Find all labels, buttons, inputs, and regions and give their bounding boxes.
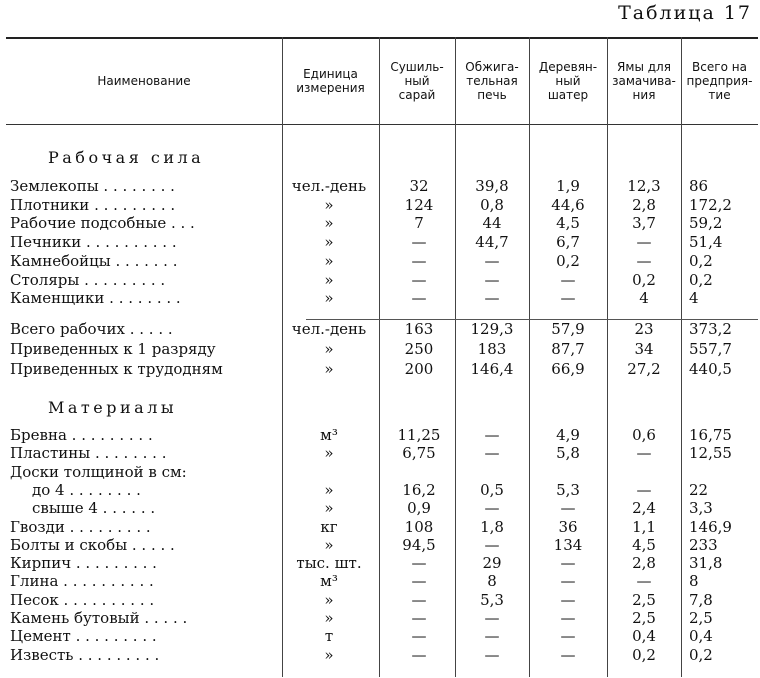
value-soaking-pits: 2,5 bbox=[632, 609, 656, 627]
row-unit: » bbox=[324, 590, 334, 609]
value-soaking-pits: 0,2 bbox=[632, 270, 656, 289]
value-soaking-pits: 2,8 bbox=[632, 554, 656, 573]
value-soaking-pits: — bbox=[636, 251, 652, 270]
value-enterprise-total: 22 bbox=[689, 480, 709, 499]
value-drying-shed: — bbox=[411, 554, 427, 573]
row-name: до 4 . . . . . . . . bbox=[32, 480, 141, 499]
row-name: Приведенных к трудодням bbox=[10, 360, 223, 378]
row-name: Печники . . . . . . . . . . bbox=[10, 233, 177, 252]
value-wooden-tent: 36 bbox=[558, 517, 578, 536]
value-soaking-pits: 2,4 bbox=[632, 499, 656, 518]
value-soaking-pits: 2,8 bbox=[632, 195, 656, 214]
value-kiln: 146,4 bbox=[470, 360, 514, 378]
row-name: Кирпич . . . . . . . . . bbox=[10, 554, 157, 573]
table-row bbox=[6, 463, 758, 482]
row-unit: кг bbox=[320, 517, 338, 536]
table-row bbox=[6, 609, 758, 628]
table-row bbox=[6, 340, 758, 359]
value-soaking-pits: 12,3 bbox=[627, 177, 661, 195]
table-row bbox=[6, 214, 758, 233]
row-name: Известь . . . . . . . . . bbox=[10, 645, 160, 664]
value-enterprise-total: 373,2 bbox=[689, 320, 732, 338]
value-wooden-tent: 5,8 bbox=[556, 444, 580, 463]
header-unit: Единица измерения bbox=[296, 66, 365, 95]
value-kiln: 1,8 bbox=[480, 517, 504, 536]
value-kiln: — bbox=[484, 270, 500, 289]
value-enterprise-total: 3,3 bbox=[689, 499, 713, 518]
row-name: Бревна . . . . . . . . . bbox=[10, 426, 153, 444]
row-unit: м³ bbox=[320, 426, 338, 444]
row-unit: » bbox=[324, 360, 334, 378]
value-enterprise-total: 172,2 bbox=[689, 195, 732, 214]
value-soaking-pits: 23 bbox=[634, 320, 654, 338]
value-kiln: — bbox=[484, 499, 500, 518]
table-row bbox=[6, 591, 758, 610]
value-drying-shed: — bbox=[411, 572, 427, 591]
value-kiln: 44,7 bbox=[475, 233, 509, 252]
section-title-labor: Рабочая сила bbox=[48, 148, 205, 167]
value-kiln: 0,5 bbox=[480, 480, 504, 499]
table-row bbox=[6, 271, 758, 290]
value-kiln: — bbox=[484, 289, 500, 308]
value-kiln: 129,3 bbox=[470, 320, 514, 338]
value-soaking-pits: 0,6 bbox=[632, 426, 656, 444]
value-soaking-pits: 3,7 bbox=[632, 214, 656, 233]
section-title-materials: Материалы bbox=[48, 398, 178, 417]
header-name: Наименование bbox=[97, 73, 191, 88]
row-name: Столяры . . . . . . . . . bbox=[10, 270, 166, 289]
value-drying-shed: 16,2 bbox=[402, 480, 436, 499]
row-unit: тыс. шт. bbox=[296, 554, 362, 573]
value-enterprise-total: 12,55 bbox=[689, 444, 732, 463]
value-drying-shed: 200 bbox=[404, 360, 434, 378]
value-drying-shed: 7 bbox=[414, 214, 424, 233]
row-name: Камнебойцы . . . . . . . bbox=[10, 251, 178, 270]
row-unit: » bbox=[324, 214, 334, 233]
value-soaking-pits: 4,5 bbox=[632, 535, 656, 554]
table-row bbox=[6, 554, 758, 573]
value-wooden-tent: 44,6 bbox=[551, 195, 585, 214]
table-row bbox=[6, 320, 758, 339]
row-unit: м³ bbox=[320, 572, 338, 591]
row-name: свыше 4 . . . . . . bbox=[32, 499, 156, 518]
value-wooden-tent: 4,5 bbox=[556, 214, 580, 233]
value-drying-shed: — bbox=[411, 645, 427, 664]
value-drying-shed: 11,25 bbox=[397, 426, 441, 444]
row-name: Каменщики . . . . . . . . bbox=[10, 289, 181, 308]
value-kiln: — bbox=[484, 645, 500, 664]
table-row bbox=[6, 499, 758, 518]
value-kiln: — bbox=[484, 609, 500, 627]
value-soaking-pits: 0,2 bbox=[632, 645, 656, 664]
value-wooden-tent: — bbox=[560, 609, 576, 627]
value-soaking-pits: 27,2 bbox=[627, 360, 661, 378]
table-row bbox=[6, 196, 758, 215]
value-enterprise-total: 2,5 bbox=[689, 609, 713, 627]
value-kiln: 44 bbox=[482, 214, 502, 233]
value-drying-shed: 6,75 bbox=[402, 444, 436, 463]
value-enterprise-total: 31,8 bbox=[689, 554, 723, 573]
row-name: Цемент . . . . . . . . . bbox=[10, 627, 157, 646]
row-name: Плотники . . . . . . . . . bbox=[10, 195, 176, 214]
table-row bbox=[6, 426, 758, 445]
value-wooden-tent: — bbox=[560, 289, 576, 308]
row-name: Песок . . . . . . . . . . bbox=[10, 590, 155, 609]
value-wooden-tent: 0,2 bbox=[556, 251, 580, 270]
value-enterprise-total: 0,2 bbox=[689, 270, 713, 289]
value-enterprise-total: 0,2 bbox=[689, 251, 713, 270]
value-drying-shed: — bbox=[411, 627, 427, 646]
value-enterprise-total: 16,75 bbox=[689, 426, 732, 444]
table-row bbox=[6, 177, 758, 196]
table-row bbox=[6, 518, 758, 537]
row-name: Приведенных к 1 разряду bbox=[10, 340, 216, 358]
value-wooden-tent: — bbox=[560, 627, 576, 646]
row-name: Рабочие подсобные . . . bbox=[10, 214, 195, 233]
value-kiln: — bbox=[484, 444, 500, 463]
row-name: Камень бутовый . . . . . bbox=[10, 609, 188, 627]
value-soaking-pits: — bbox=[636, 233, 652, 252]
value-kiln: — bbox=[484, 535, 500, 554]
value-drying-shed: — bbox=[411, 289, 427, 308]
value-soaking-pits: — bbox=[636, 480, 652, 499]
table-row bbox=[6, 572, 758, 591]
value-drying-shed: — bbox=[411, 590, 427, 609]
table-row bbox=[6, 360, 758, 379]
value-wooden-tent: — bbox=[560, 572, 576, 591]
value-kiln: — bbox=[484, 251, 500, 270]
value-wooden-tent: — bbox=[560, 499, 576, 518]
value-wooden-tent: 4,9 bbox=[556, 426, 580, 444]
value-wooden-tent: — bbox=[560, 270, 576, 289]
value-kiln: 8 bbox=[487, 572, 497, 591]
row-unit: » bbox=[324, 535, 334, 554]
row-unit: » bbox=[324, 499, 334, 518]
value-wooden-tent: — bbox=[560, 590, 576, 609]
value-enterprise-total: 4 bbox=[689, 289, 699, 308]
value-soaking-pits: — bbox=[636, 444, 652, 463]
table-row bbox=[6, 233, 758, 252]
value-drying-shed: — bbox=[411, 233, 427, 252]
value-kiln: 0,8 bbox=[480, 195, 504, 214]
row-unit: » bbox=[324, 251, 334, 270]
value-enterprise-total: 233 bbox=[689, 535, 718, 554]
row-name: Болты и скобы . . . . . bbox=[10, 535, 175, 554]
row-unit: » bbox=[324, 645, 334, 664]
value-enterprise-total: 0,2 bbox=[689, 645, 713, 664]
value-enterprise-total: 146,9 bbox=[689, 517, 732, 536]
value-soaking-pits: — bbox=[636, 572, 652, 591]
value-wooden-tent: — bbox=[560, 554, 576, 573]
value-wooden-tent: 5,3 bbox=[556, 480, 580, 499]
value-wooden-tent: — bbox=[560, 645, 576, 664]
value-drying-shed: — bbox=[411, 609, 427, 627]
row-unit: » bbox=[324, 609, 334, 627]
table-row bbox=[6, 289, 758, 308]
row-unit: » bbox=[324, 444, 334, 463]
value-soaking-pits: 0,4 bbox=[632, 627, 656, 646]
row-unit: » bbox=[324, 233, 334, 252]
value-wooden-tent: 66,9 bbox=[551, 360, 585, 378]
table-row bbox=[6, 627, 758, 646]
value-drying-shed: 250 bbox=[404, 340, 434, 358]
value-enterprise-total: 440,5 bbox=[689, 360, 732, 378]
value-drying-shed: 0,9 bbox=[407, 499, 431, 518]
value-enterprise-total: 7,8 bbox=[689, 590, 713, 609]
header-kiln: Обжига- тельная печь bbox=[465, 59, 519, 102]
value-wooden-tent: 1,9 bbox=[556, 177, 580, 195]
value-kiln: — bbox=[484, 426, 500, 444]
header-bottom-rule bbox=[6, 124, 758, 125]
value-drying-shed: 163 bbox=[404, 320, 434, 338]
value-enterprise-total: 51,4 bbox=[689, 233, 723, 252]
value-kiln: — bbox=[484, 627, 500, 646]
value-kiln: 39,8 bbox=[475, 177, 509, 195]
value-drying-shed: — bbox=[411, 270, 427, 289]
value-drying-shed: 108 bbox=[404, 517, 434, 536]
row-name: Доски толщиной в см: bbox=[10, 462, 187, 481]
value-wooden-tent: 87,7 bbox=[551, 340, 585, 358]
row-unit: т bbox=[324, 627, 334, 646]
value-soaking-pits: 1,1 bbox=[632, 517, 656, 536]
value-soaking-pits: 4 bbox=[639, 289, 649, 308]
row-unit: » bbox=[324, 480, 334, 499]
row-unit: чел.-день bbox=[291, 320, 367, 338]
table-row bbox=[6, 444, 758, 463]
row-unit: » bbox=[324, 270, 334, 289]
value-drying-shed: 94,5 bbox=[402, 535, 436, 554]
value-enterprise-total: 8 bbox=[689, 572, 699, 591]
row-unit: » bbox=[324, 289, 334, 308]
value-wooden-tent: 6,7 bbox=[556, 233, 580, 252]
value-wooden-tent: 134 bbox=[553, 535, 583, 554]
header-wooden-tent: Деревян- ный шатер bbox=[538, 59, 598, 102]
header-enterprise-total: Всего на предприя- тие bbox=[686, 59, 753, 102]
header-drying-shed: Сушиль- ный сарай bbox=[390, 59, 444, 102]
row-name: Глина . . . . . . . . . . bbox=[10, 572, 154, 591]
row-name: Землекопы . . . . . . . . bbox=[10, 177, 175, 195]
value-enterprise-total: 0,4 bbox=[689, 627, 713, 646]
row-name: Гвозди . . . . . . . . . bbox=[10, 517, 151, 536]
value-kiln: 5,3 bbox=[480, 590, 504, 609]
table-row bbox=[6, 252, 758, 271]
value-soaking-pits: 2,5 bbox=[632, 590, 656, 609]
row-name: Пластины . . . . . . . . bbox=[10, 444, 167, 463]
value-soaking-pits: 34 bbox=[634, 340, 654, 358]
value-enterprise-total: 59,2 bbox=[689, 214, 723, 233]
row-unit: чел.-день bbox=[291, 177, 367, 195]
value-wooden-tent: 57,9 bbox=[551, 320, 585, 338]
value-enterprise-total: 86 bbox=[689, 177, 709, 195]
value-kiln: 29 bbox=[482, 554, 502, 573]
value-drying-shed: 124 bbox=[404, 195, 434, 214]
row-unit: » bbox=[324, 340, 334, 358]
data-table bbox=[6, 37, 758, 677]
table-caption: Таблица 17 bbox=[618, 2, 752, 24]
value-kiln: 183 bbox=[477, 340, 507, 358]
table-row bbox=[6, 646, 758, 665]
header-soaking-pits: Ямы для замачива- ния bbox=[612, 59, 676, 102]
value-drying-shed: — bbox=[411, 251, 427, 270]
table-row bbox=[6, 481, 758, 500]
table-row bbox=[6, 536, 758, 555]
value-enterprise-total: 557,7 bbox=[689, 340, 732, 358]
value-drying-shed: 32 bbox=[409, 177, 429, 195]
row-unit: » bbox=[324, 195, 334, 214]
row-name: Всего рабочих . . . . . bbox=[10, 320, 173, 338]
